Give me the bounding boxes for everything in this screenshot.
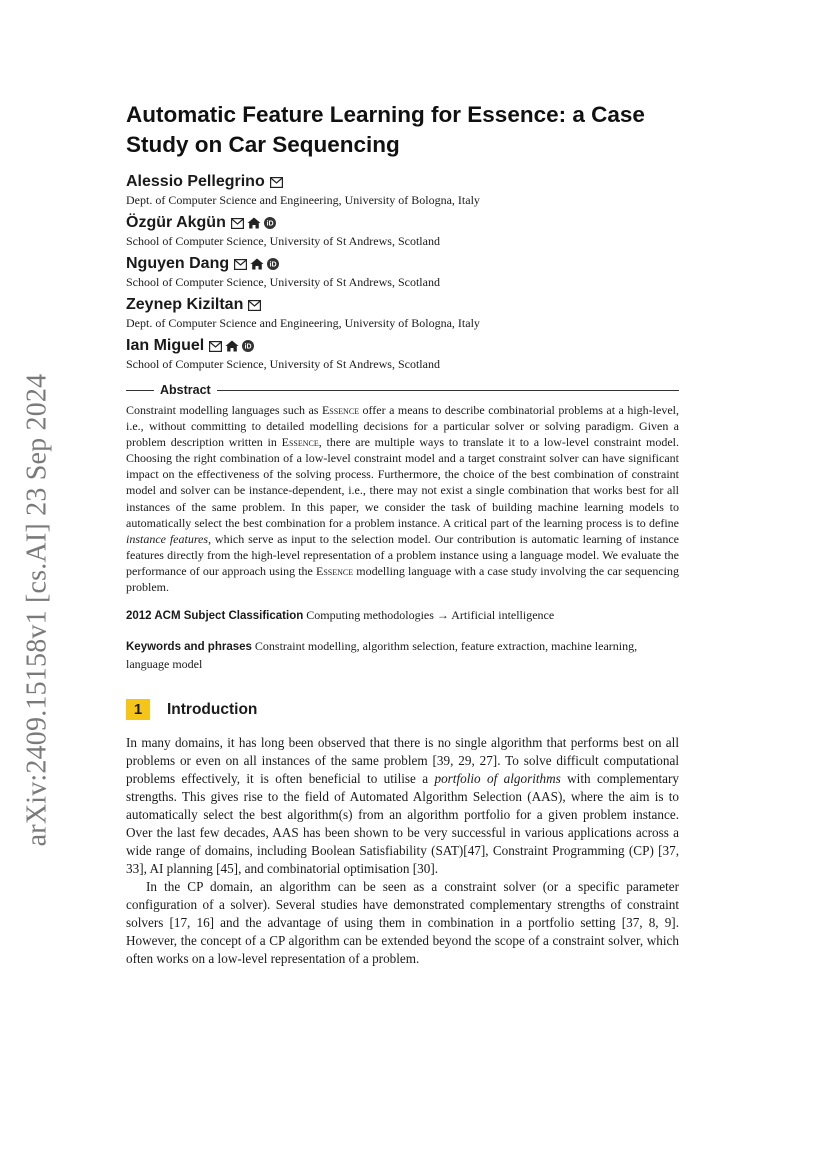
email-icon[interactable] <box>209 341 222 352</box>
abstract-rule-left <box>126 390 154 391</box>
section-title: Introduction <box>167 700 258 718</box>
author-name-row <box>126 254 679 274</box>
author-entry <box>126 172 679 209</box>
abstract-span: offer a means to describe combinatorial problems at a high-level, i.e., without committing to detailed modelling decisions for a particular solver or solving paradigm. Given a problem description written in <box>126 403 679 450</box>
abstract-span: modelling language with a case study involving the car sequencing problem. <box>126 563 679 595</box>
keywords-label: Keywords and phrases <box>126 641 252 654</box>
essence-term: Essence <box>281 435 319 450</box>
svg-text:iD: iD <box>269 261 277 269</box>
section-number: 1 <box>126 699 150 720</box>
home-icon[interactable] <box>247 217 261 229</box>
email-icon[interactable] <box>234 259 247 270</box>
keywords <box>126 638 679 673</box>
author-entry <box>126 295 679 332</box>
intro-paragraph-1 <box>126 734 679 878</box>
orcid-icon[interactable] <box>267 258 279 270</box>
author-affiliation: School of Computer Science, University of St Andrews, Scotland <box>126 275 440 289</box>
author-entry <box>126 213 679 250</box>
home-icon[interactable] <box>225 340 239 352</box>
author-name: Alessio Pellegrino <box>126 173 265 190</box>
abstract-text <box>126 402 679 595</box>
author-name-row <box>126 213 679 233</box>
paper-page <box>126 100 679 968</box>
author-name-row <box>126 172 679 192</box>
intro-span: In many domains, it has long been observed that there is no single algorithm that performs best on all problems or even on all instances of the same problem [39, 29, 27]. To solve difficult computational problems effectively, it is often beneficial to utilise a <box>126 735 679 787</box>
section-heading <box>126 699 679 720</box>
author-affiliation: Dept. of Computer Science and Engineering, University of Bologna, Italy <box>126 193 480 207</box>
svg-text:iD: iD <box>266 220 274 228</box>
intro-body <box>126 734 679 968</box>
acm-classification <box>126 607 679 625</box>
arxiv-id: arXiv:2409.15158v1 [cs.AI] 23 Sep 2024 <box>21 373 52 847</box>
email-icon[interactable] <box>270 177 283 188</box>
author-name-row <box>126 295 679 315</box>
acm-label: 2012 ACM Subject Classification <box>126 610 304 623</box>
intro-paragraph-2: In the CP domain, an algorithm can be seen as a constraint solver (or a specific parameter configuration of a solver). Several studies have demonstrated complementary strengths of constraint solvers [17, 16] and the advantage of using them in combination in a portfolio setting [37, 8, 9]. However, the concept of a CP algorithm can be extended beyond the scope of a constraint solver, which often works on a low-level representation of a problem. <box>126 879 679 967</box>
keywords-value: Constraint modelling, algorithm selection, feature extraction, machine learning, language model <box>126 639 638 672</box>
home-icon[interactable] <box>250 258 264 270</box>
essence-term: Essence <box>321 403 360 417</box>
intro-italic: portfolio of algorithms <box>434 771 561 787</box>
abstract-italic: instance features <box>126 531 209 546</box>
author-affiliation: Dept. of Computer Science and Engineering, University of Bologna, Italy <box>126 316 480 330</box>
author-affiliation: School of Computer Science, University of St Andrews, Scotland <box>126 234 440 248</box>
author-name-row <box>126 336 679 356</box>
author-affiliation: School of Computer Science, University of St Andrews, Scotland <box>126 357 440 371</box>
author-list <box>126 172 679 373</box>
author-entry <box>126 254 679 291</box>
abstract-span: Constraint modelling languages such as <box>126 403 322 417</box>
author-entry <box>126 336 679 373</box>
email-icon[interactable] <box>248 300 261 311</box>
abstract-rule-right <box>217 390 679 391</box>
arxiv-stamp <box>14 370 60 850</box>
author-name: Özgür Akgün <box>126 214 226 231</box>
abstract-span: , which serve as input to the selection model. Our contribution is automatic learning of instance features directly from the high-level representation of a problem instance using a language model. We evaluate the performance of our approach using the <box>126 531 679 578</box>
author-name: Ian Miguel <box>126 337 205 354</box>
abstract-heading-label: Abstract <box>160 383 211 397</box>
intro-span: with complementary strengths. This gives rise to the field of Automated Algorithm Selection (AAS), where the aim is to automatically select the best algorithm(s) from an algorithm portfolio for a given problem instance. Over the last few decades, AAS has been shown to be very successful in various applications across a wide range of domains, including Boolean Satisfiability (SAT)[47], Constraint Programming (CP) [37, 33], AI planning [45], and combinatorial optimisation [30]. <box>126 771 679 877</box>
author-name: Zeynep Kiziltan <box>126 296 244 313</box>
svg-text:iD: iD <box>244 343 252 351</box>
abstract-span: , there are multiple ways to translate it to a low-level constraint model. Choosing the right combination of a low-level constraint model and a target constraint solver can have significant impact on the effectiveness of the solving process. Furthermore, the choice of the best combination of constraint model and solver can be instance-dependent, i.e., there may not exist a single combination that works best for all instances of the same problem. In this paper, we consider the task of building machine learning models to automatically select the best combination for a problem instance. A critical part of the learning process is to define <box>126 435 679 530</box>
author-name: Nguyen Dang <box>126 255 230 272</box>
email-icon[interactable] <box>231 218 244 229</box>
orcid-icon[interactable] <box>242 340 254 352</box>
abstract-heading <box>126 383 679 397</box>
paper-title: Automatic Feature Learning for Essence: a Case Study on Car Sequencing <box>126 102 645 157</box>
acm-value: Computing methodologies → Artificial intelligence <box>306 608 555 623</box>
essence-term: Essence <box>316 563 354 578</box>
orcid-icon[interactable] <box>264 217 276 229</box>
